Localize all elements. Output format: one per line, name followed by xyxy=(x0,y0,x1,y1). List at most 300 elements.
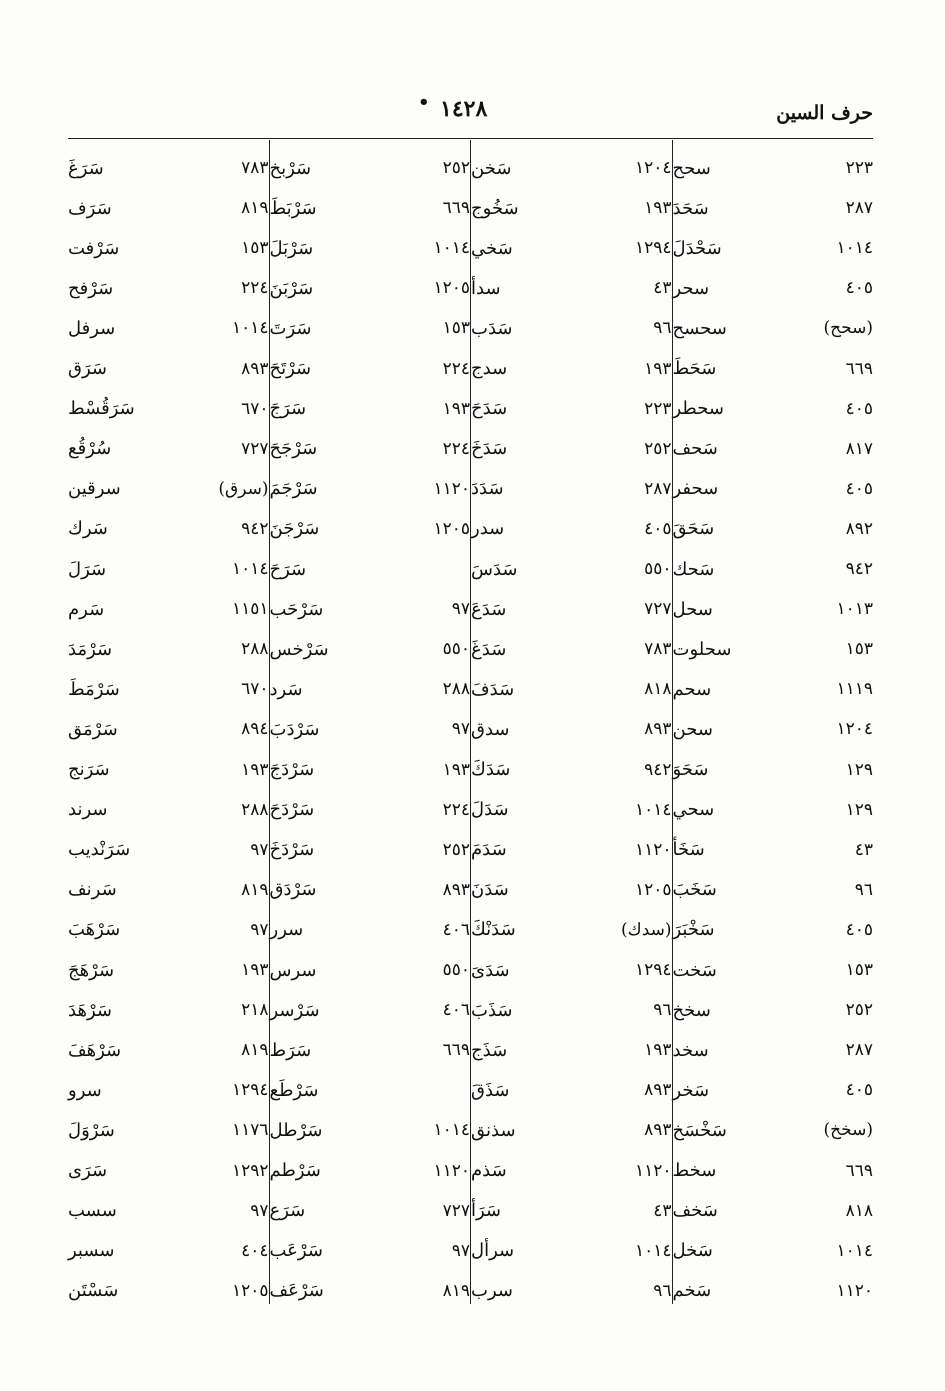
index-entry xyxy=(471,1070,672,1110)
index-entry xyxy=(471,750,672,790)
entry-word: سَدَلَ xyxy=(471,799,509,821)
entry-word: سَخَبَ xyxy=(672,879,717,901)
index-entry xyxy=(270,1110,471,1150)
entry-word: سَدَنَ xyxy=(471,879,509,901)
entry-word: سَدَمَ xyxy=(471,839,507,861)
index-entry xyxy=(471,1231,672,1271)
index-entry xyxy=(270,308,471,348)
entry-page-ref: ٤٠٥ xyxy=(845,919,873,940)
index-entry xyxy=(68,308,269,348)
index-entry xyxy=(68,509,269,549)
entry-word: سَدَىَ xyxy=(471,959,510,981)
entry-word: سَرْخس xyxy=(269,638,329,660)
entry-page-ref: ١٠١٤ xyxy=(231,318,269,339)
entry-page-ref: ١٠١٤ xyxy=(634,1240,672,1261)
entry-page-ref: ٢٥٢ xyxy=(442,839,470,860)
entry-word: سحم xyxy=(672,678,712,700)
entry-word: سَرْفح xyxy=(68,277,114,299)
index-entry xyxy=(673,549,874,589)
index-entry xyxy=(68,429,269,469)
index-entry xyxy=(270,1030,471,1070)
index-entry xyxy=(270,870,471,910)
entry-word: سَرْجَنَ xyxy=(269,518,320,540)
entry-word: سَرْطل xyxy=(269,1119,323,1141)
index-entry xyxy=(471,1030,672,1070)
entry-page-ref: ٦٦٩ xyxy=(845,358,873,379)
index-entry xyxy=(68,709,269,749)
entry-word: سرس xyxy=(269,959,317,981)
index-entry xyxy=(68,268,269,308)
index-entry xyxy=(270,709,471,749)
entry-page-ref: ٤٠٥ xyxy=(845,1080,873,1101)
index-columns xyxy=(68,140,873,1304)
entry-word: سَرْبَطَ xyxy=(269,197,317,219)
index-entry xyxy=(471,1110,672,1150)
entry-word: سسب xyxy=(68,1200,117,1222)
entry-word: سَرَحَ xyxy=(269,558,307,580)
entry-page-ref: ٩٧ xyxy=(451,599,470,620)
entry-word: سَخَأ xyxy=(672,839,705,861)
entry-page-ref: ٢٨٨ xyxy=(442,679,470,700)
index-entry xyxy=(270,790,471,830)
entry-page-ref: ١٢٠٥ xyxy=(231,1280,269,1301)
index-entry xyxy=(68,1110,269,1150)
entry-page-ref: ١٢٠٥ xyxy=(433,278,470,299)
entry-page-ref: ٨١٩ xyxy=(241,879,269,900)
entry-page-ref: ١٩٣ xyxy=(442,398,470,419)
section-title: حرف السين xyxy=(776,102,873,124)
entry-word: سَرْحَب xyxy=(269,598,324,620)
entry-word: سَرْسر xyxy=(269,999,320,1021)
entry-word: سَذَبَ xyxy=(471,999,513,1021)
index-entry xyxy=(673,349,874,389)
index-entry xyxy=(68,549,269,589)
entry-word: سدر xyxy=(471,518,505,540)
entry-page-ref: ٢٢٤ xyxy=(241,278,269,299)
index-entry xyxy=(673,1110,874,1150)
entry-page-ref: ١٩٣ xyxy=(644,358,672,379)
index-entry xyxy=(270,469,471,509)
index-entry xyxy=(471,509,672,549)
index-entry xyxy=(673,1231,874,1271)
index-entry xyxy=(68,1151,269,1191)
entry-page-ref: ٩٤٢ xyxy=(241,518,269,539)
index-entry xyxy=(68,629,269,669)
index-entry xyxy=(673,1030,874,1070)
entry-word: سَذَج xyxy=(471,1039,508,1061)
entry-word: سَرْبَنَ xyxy=(269,277,314,299)
index-entry xyxy=(68,1271,269,1311)
entry-page-ref: ٨٩٣ xyxy=(644,719,672,740)
entry-word: سَرد xyxy=(269,678,303,700)
entry-word: سحسح xyxy=(672,317,727,339)
entry-page-ref: ٩٧ xyxy=(250,919,269,940)
entry-page-ref: ١١٥١ xyxy=(231,599,269,620)
entry-word: سَذم xyxy=(471,1160,507,1181)
entry-word: سَرَع xyxy=(269,1200,306,1222)
entry-word: سَرَتَ xyxy=(269,317,312,339)
entry-page-ref: ٥٥٠ xyxy=(442,960,470,980)
entry-word: سحل xyxy=(672,598,713,620)
entry-word: سَرْعَف xyxy=(269,1280,324,1302)
entry-page-ref: ٦٦٩ xyxy=(442,1040,470,1061)
entry-page-ref: ٨٩٢ xyxy=(845,518,873,539)
entry-word: سدأ xyxy=(471,277,501,299)
entry-page-ref: ١١٢٠ xyxy=(836,1280,873,1301)
entry-page-ref: ١١٧٦ xyxy=(231,1120,269,1141)
entry-page-ref: ٢٨٨ xyxy=(241,799,269,820)
page-number: ١٤٢٨ xyxy=(440,96,488,122)
index-entry xyxy=(471,1271,672,1311)
entry-page-ref: (سخخ) xyxy=(823,1120,873,1141)
index-entry xyxy=(68,910,269,950)
index-entry xyxy=(673,429,874,469)
index-entry xyxy=(270,1191,471,1231)
entry-page-ref: ١٢٩ xyxy=(845,799,873,820)
index-column-2 xyxy=(471,140,673,1304)
entry-page-ref: ١٠١٤ xyxy=(433,1120,470,1141)
index-entry xyxy=(471,1151,672,1191)
index-entry xyxy=(673,830,874,870)
entry-page-ref: ٦٧٠ xyxy=(241,398,269,419)
index-entry xyxy=(68,188,269,228)
entry-page-ref: ٨٩٣ xyxy=(644,1120,672,1141)
entry-page-ref: ٦٧٠ xyxy=(241,679,269,700)
entry-word: سَحَدَ xyxy=(672,197,709,219)
index-entry xyxy=(68,830,269,870)
index-entry xyxy=(68,349,269,389)
entry-page-ref: ١٢٩٤ xyxy=(634,238,672,259)
entry-word: سَرم xyxy=(68,598,105,620)
entry-page-ref: ١٠١٤ xyxy=(836,1240,873,1261)
index-entry xyxy=(673,509,874,549)
entry-word: سَذَقَ xyxy=(471,1079,510,1101)
entry-page-ref: ١٩٣ xyxy=(241,960,269,980)
entry-page-ref: ٩٧ xyxy=(250,1200,269,1221)
entry-word: سرقين xyxy=(68,478,121,500)
index-entry xyxy=(673,589,874,629)
entry-word: سَدَخَ xyxy=(471,438,508,460)
entry-word: سَرَأ xyxy=(471,1200,502,1222)
index-entry xyxy=(673,308,874,348)
entry-word: سَرْدَق xyxy=(269,879,317,901)
entry-page-ref: ١٥٣ xyxy=(442,318,470,339)
index-entry xyxy=(673,629,874,669)
index-entry xyxy=(68,228,269,268)
entry-page-ref: ٨١٩ xyxy=(241,198,269,219)
index-entry xyxy=(68,790,269,830)
entry-word: سَرْهَفَ xyxy=(68,1039,122,1061)
index-entry xyxy=(270,830,471,870)
index-entry xyxy=(471,709,672,749)
entry-word: سسبر xyxy=(68,1240,115,1262)
entry-page-ref: ٤٠٥ xyxy=(845,278,873,299)
entry-word: سَرنف xyxy=(68,879,117,901)
index-entry xyxy=(270,950,471,990)
entry-word: سَرَلَ xyxy=(68,558,107,580)
entry-word: سَحْدَلَ xyxy=(672,237,722,259)
index-entry xyxy=(471,990,672,1030)
index-entry xyxy=(673,1151,874,1191)
entry-page-ref: (سحح) xyxy=(823,318,873,339)
entry-word: سَحَوَ xyxy=(672,759,709,780)
index-entry xyxy=(673,990,874,1030)
index-entry xyxy=(68,589,269,629)
entry-page-ref: ٨٩٣ xyxy=(241,358,269,379)
entry-word: سخط xyxy=(672,1160,717,1181)
index-entry xyxy=(471,589,672,629)
entry-word: سَحَطَ xyxy=(672,358,717,379)
index-entry xyxy=(68,469,269,509)
entry-page-ref: ٩٤٢ xyxy=(644,759,672,780)
index-entry xyxy=(270,509,471,549)
entry-word: سَرْتَحَ xyxy=(269,358,312,379)
entry-page-ref: ٩٦ xyxy=(653,1000,672,1021)
entry-word: سَرْطَع xyxy=(269,1079,319,1101)
entry-word: سَدَسَ xyxy=(471,558,518,580)
entry-word: سَرْهَبَ xyxy=(68,919,121,941)
entry-page-ref: ٧٢٧ xyxy=(442,1200,470,1221)
entry-word: سَسْتَن xyxy=(68,1280,119,1302)
index-entry xyxy=(270,389,471,429)
entry-word: سَرَنج xyxy=(68,759,110,780)
entry-word: سَحَقَ xyxy=(672,518,715,540)
index-entry xyxy=(471,549,672,589)
index-entry xyxy=(68,148,269,188)
entry-page-ref: ١٢٠٤ xyxy=(836,719,873,740)
entry-page-ref: ٢٢٣ xyxy=(845,158,873,178)
entry-page-ref: ١٢٩٢ xyxy=(231,1160,269,1181)
entry-word: سَخف xyxy=(672,1200,718,1222)
entry-page-ref: ١١٢٠ xyxy=(433,1160,470,1181)
index-entry xyxy=(270,268,471,308)
entry-word: سَدَب xyxy=(471,317,513,339)
entry-page-ref: ١٠١٤ xyxy=(836,238,873,259)
entry-page-ref: ١٢٠٥ xyxy=(634,879,672,900)
entry-word: سرأل xyxy=(471,1240,515,1262)
entry-word: سحطر xyxy=(672,398,724,420)
entry-page-ref: ٢٥٢ xyxy=(845,1000,873,1021)
index-entry xyxy=(270,188,471,228)
entry-page-ref: ٧٨٣ xyxy=(241,158,269,178)
entry-word: سَخن xyxy=(471,157,512,179)
index-entry xyxy=(68,1030,269,1070)
index-entry xyxy=(673,389,874,429)
entry-page-ref: ٤٠٥ xyxy=(845,398,873,419)
entry-page-ref: ٨١٩ xyxy=(442,1280,470,1301)
entry-page-ref: ٨٩٤ xyxy=(241,719,269,740)
entry-page-ref: ١٠١٤ xyxy=(433,238,470,259)
entry-word: سَرْجَحَ xyxy=(269,438,318,460)
entry-word: سَرْمَطَ xyxy=(68,678,120,700)
entry-word: سرند xyxy=(68,799,108,821)
entry-word: سَحك xyxy=(672,558,715,580)
entry-page-ref: ٤٠٥ xyxy=(644,518,672,539)
entry-word: سَدَغَ xyxy=(471,638,507,660)
index-entry xyxy=(68,990,269,1030)
entry-word: سَرْعَب xyxy=(269,1240,323,1262)
index-entry xyxy=(673,870,874,910)
entry-word: سَرْهَجَ xyxy=(68,959,115,981)
entry-word: سَرَط xyxy=(269,1039,312,1061)
index-entry xyxy=(471,830,672,870)
entry-word: سَخم xyxy=(672,1280,712,1302)
index-entry xyxy=(270,148,471,188)
index-column-1 xyxy=(673,140,874,1304)
index-entry xyxy=(68,1231,269,1271)
entry-page-ref: ٨٩٣ xyxy=(442,879,470,900)
index-entry xyxy=(471,790,672,830)
entry-page-ref: ١١١٩ xyxy=(836,679,873,700)
entry-page-ref: ١٩٣ xyxy=(241,759,269,780)
index-entry xyxy=(471,308,672,348)
entry-page-ref: ٩٧ xyxy=(250,839,269,860)
entry-page-ref: ٨١٨ xyxy=(644,679,672,700)
entry-word: سَرْمَق xyxy=(68,718,118,740)
entry-page-ref: (سرق) xyxy=(218,478,269,499)
entry-page-ref: ٢٢٤ xyxy=(442,799,470,820)
entry-word: سَخْبَرَ xyxy=(672,919,715,941)
index-entry xyxy=(68,1191,269,1231)
entry-word: سَرَى xyxy=(68,1160,108,1181)
entry-page-ref: ٢٨٨ xyxy=(241,639,269,660)
index-entry xyxy=(270,629,471,669)
entry-word: سَخت xyxy=(672,959,717,981)
entry-word: سَخر xyxy=(672,1079,710,1101)
entry-page-ref: ٦٦٩ xyxy=(442,198,470,219)
entry-word: سَخل xyxy=(672,1240,713,1262)
entry-word: سَدَفَ xyxy=(471,678,515,700)
entry-word: سَرْبَلَ xyxy=(269,237,314,259)
entry-page-ref: ٨١٩ xyxy=(241,1040,269,1061)
entry-word: سَدَنْكَ xyxy=(471,919,516,941)
index-entry xyxy=(471,1191,672,1231)
entry-page-ref: ١٥٣ xyxy=(845,960,873,980)
entry-page-ref: ٦٦٩ xyxy=(845,1160,873,1181)
entry-word: سَرْدَجَ xyxy=(269,759,315,780)
index-entry xyxy=(673,1070,874,1110)
index-entry xyxy=(471,910,672,950)
entry-word: سَرَقُسْط xyxy=(68,398,135,420)
index-column-3 xyxy=(270,140,472,1304)
header-dot: • xyxy=(418,92,430,113)
entry-page-ref: ٥٥٠ xyxy=(442,639,470,660)
entry-word: سَرْمَدَ xyxy=(68,638,113,660)
entry-word: سَرْدَحَ xyxy=(269,799,315,821)
entry-word: سرو xyxy=(68,1079,102,1101)
entry-word: سَخُوج xyxy=(471,197,519,219)
page-header xyxy=(68,92,873,132)
index-entry xyxy=(471,950,672,990)
entry-page-ref: ١٩٣ xyxy=(644,1040,672,1061)
entry-page-ref: ٩٤٢ xyxy=(845,559,873,579)
entry-word: سحفر xyxy=(672,478,719,500)
entry-page-ref: ٢٨٧ xyxy=(644,478,672,499)
index-entry xyxy=(68,669,269,709)
entry-word: سَدَدَ xyxy=(471,478,504,500)
index-entry xyxy=(270,669,471,709)
index-entry xyxy=(673,268,874,308)
index-entry xyxy=(270,750,471,790)
entry-page-ref: ١٠١٤ xyxy=(634,799,672,820)
index-entry xyxy=(471,268,672,308)
entry-page-ref: ٤٣ xyxy=(653,278,672,299)
index-entry xyxy=(270,429,471,469)
entry-page-ref: ٩٧ xyxy=(451,719,470,740)
index-entry xyxy=(673,709,874,749)
entry-page-ref: ١٢٩٤ xyxy=(634,960,672,980)
entry-word: سَرْدَخَ xyxy=(269,839,315,861)
index-entry xyxy=(673,1191,874,1231)
index-entry xyxy=(673,910,874,950)
entry-page-ref: ١٠١٤ xyxy=(231,559,269,579)
entry-word: سَرَغَ xyxy=(68,157,104,179)
entry-page-ref: ٤٠٦ xyxy=(442,919,470,940)
entry-page-ref: ١٥٣ xyxy=(241,238,269,259)
entry-word: سَرَجَ xyxy=(269,398,307,420)
entry-page-ref: ٤٣ xyxy=(653,1200,672,1221)
index-entry xyxy=(270,1151,471,1191)
index-entry xyxy=(270,990,471,1030)
header-rule xyxy=(68,138,873,139)
index-entry xyxy=(270,1271,471,1311)
entry-page-ref: ١١٢٠ xyxy=(634,1160,672,1181)
index-entry xyxy=(471,188,672,228)
entry-page-ref: ١٢٩ xyxy=(845,759,873,780)
entry-word: سَرْدَبَ xyxy=(269,718,320,740)
entry-word: سَرْبخ xyxy=(269,157,312,179)
entry-word: سدج xyxy=(471,358,508,379)
entry-page-ref: ٢٢٤ xyxy=(442,438,470,459)
entry-word: سَرْجَمَ xyxy=(269,478,318,500)
index-entry xyxy=(673,469,874,509)
index-entry xyxy=(270,589,471,629)
entry-page-ref: ١٢٠٥ xyxy=(433,518,470,539)
entry-word: سَحف xyxy=(672,438,718,460)
entry-word: سرر xyxy=(269,919,304,941)
index-entry xyxy=(270,228,471,268)
entry-word: سَرْطم xyxy=(269,1160,321,1181)
entry-word: سدق xyxy=(471,718,510,740)
entry-page-ref: ٧٢٧ xyxy=(644,599,672,620)
entry-word: سَرَق xyxy=(68,358,107,379)
entry-page-ref: ٢٢٤ xyxy=(442,358,470,379)
entry-word: سحر xyxy=(672,277,710,299)
entry-word: سرب xyxy=(471,1280,513,1302)
entry-page-ref: ٢٢٣ xyxy=(644,398,672,419)
index-entry xyxy=(471,629,672,669)
entry-word: سحي xyxy=(672,799,715,821)
entry-word: سحلوت xyxy=(672,638,732,660)
index-entry xyxy=(471,469,672,509)
entry-page-ref: ٤٣ xyxy=(854,839,873,860)
index-entry xyxy=(270,1231,471,1271)
index-entry xyxy=(673,669,874,709)
entry-word: سخخ xyxy=(672,999,711,1021)
entry-word: سَرْهَدَ xyxy=(68,999,112,1021)
index-entry xyxy=(673,188,874,228)
index-entry xyxy=(471,389,672,429)
entry-word: سرفل xyxy=(68,317,116,339)
index-entry xyxy=(673,950,874,990)
entry-page-ref: ١١٢٠ xyxy=(433,478,470,499)
index-entry xyxy=(68,950,269,990)
index-entry xyxy=(270,1070,471,1110)
entry-word: سَدَكَ xyxy=(471,759,511,780)
index-entry xyxy=(471,870,672,910)
entry-page-ref: ٨٩٣ xyxy=(644,1080,672,1101)
entry-page-ref: ١١٢٠ xyxy=(634,839,672,860)
